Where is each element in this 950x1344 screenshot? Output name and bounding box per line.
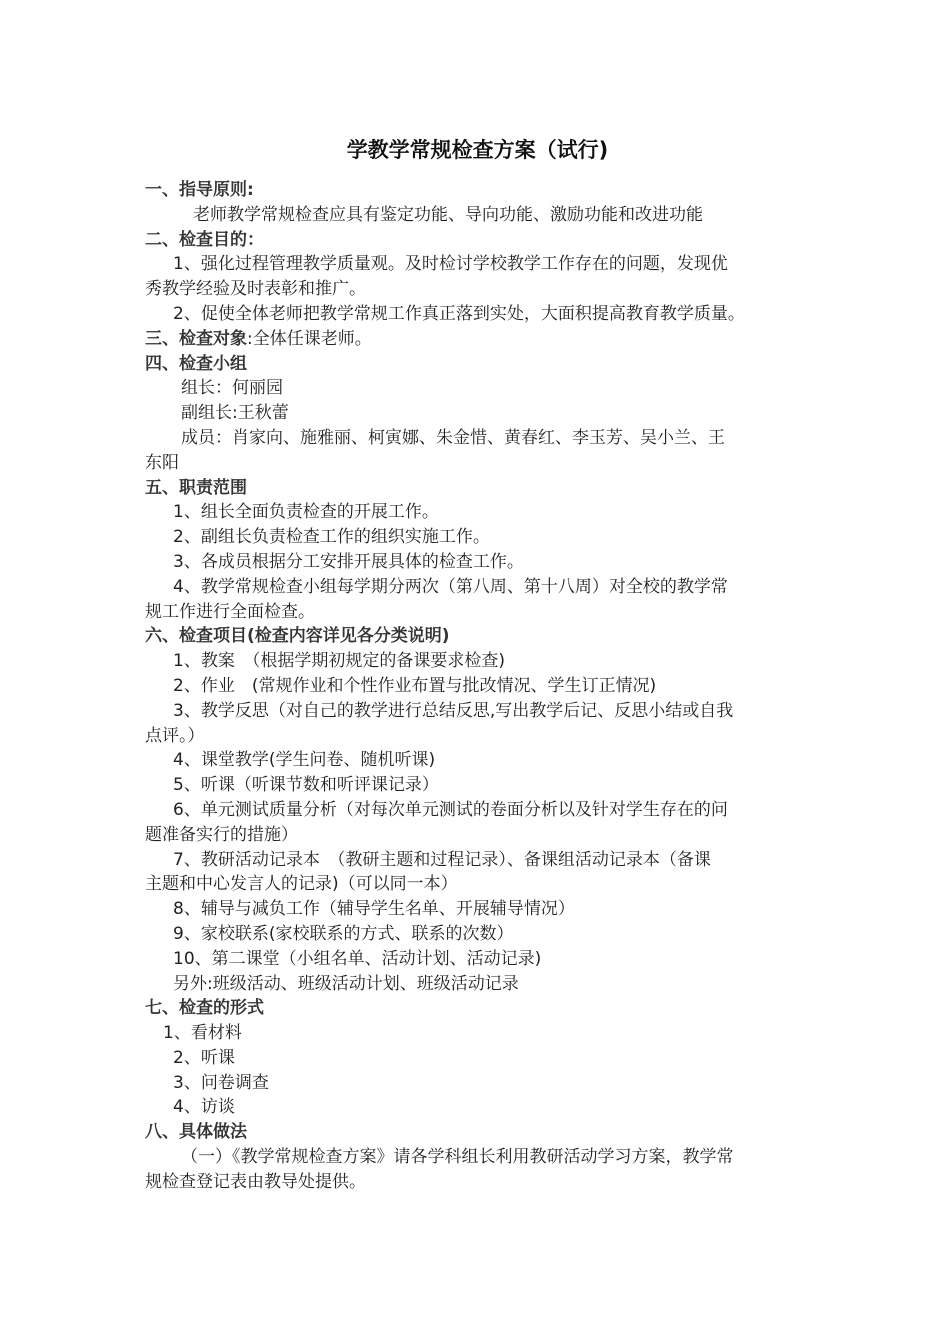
section-heading-duties: 五、职责范围 xyxy=(145,477,247,498)
methods-item-1-cont: 规检查登记表由教导处提供。 xyxy=(145,1171,366,1192)
duties-item-3: 3、各成员根据分工安排开展具体的检查工作。 xyxy=(173,551,524,572)
group-leader: 组长：何丽园 xyxy=(181,378,283,399)
items-item-7-cont: 主题和中心发言人的记录)（可以同一本） xyxy=(145,874,458,895)
forms-item-1: 1、看材料 xyxy=(163,1023,242,1044)
section-heading-group: 四、检查小组 xyxy=(145,353,247,374)
items-item-3: 3、教学反思（对自己的教学进行总结反思,写出教学后记、反思小结或自我 xyxy=(173,700,734,721)
section-heading-methods: 八、具体做法 xyxy=(145,1122,247,1143)
items-item-6-cont: 题准备实行的措施） xyxy=(145,824,298,845)
document-title: 学教学常规检查方案（试行) xyxy=(346,138,609,162)
methods-item-1: （一）《教学常规检查方案》请各学科组长利用教研活动学习方案，教学常 xyxy=(181,1147,734,1168)
document-page xyxy=(145,134,810,1195)
group-members: 成员：肖家向、施雅丽、柯寅娜、朱金惜、黄春红、李玉芳、吴小兰、王 xyxy=(181,427,725,448)
items-item-8: 8、辅导与减负工作（辅导学生名单、开展辅导情况） xyxy=(173,899,575,920)
forms-item-2: 2、听课 xyxy=(173,1047,235,1068)
items-extra: 另外:班级活动、班级活动计划、班级活动记录 xyxy=(173,973,519,994)
duties-item-1: 1、组长全面负责检查的开展工作。 xyxy=(173,502,439,523)
items-item-7: 7、教研活动记录本 （教研主题和过程记录）、备课组活动记录本（备课 xyxy=(173,849,711,870)
principles-text: 老师教学常规检查应具有鉴定功能、导向功能、激励功能和改进功能 xyxy=(193,204,703,225)
duties-item-2: 2、副组长负责检查工作的组织实施工作。 xyxy=(173,527,490,548)
forms-item-3: 3、问卷调查 xyxy=(173,1072,269,1093)
purpose-item-1: 1、强化过程管理教学质量观。及时检讨学校教学工作存在的问题，发现优 xyxy=(173,254,728,275)
section-heading-principles: 一、指导原则: xyxy=(145,180,254,200)
duties-item-4-cont: 规工作进行全面检查。 xyxy=(145,601,315,622)
section-heading-forms: 七、检查的形式 xyxy=(145,998,264,1019)
purpose-item-2: 2、促使全体老师把教学常规工作真正落到实处，大面积提高教育教学质量。 xyxy=(173,303,745,324)
items-item-1: 1、教案 （根据学期初规定的备课要求检查) xyxy=(173,651,505,672)
duties-item-4: 4、教学常规检查小组每学期分两次（第八周、第十八周）对全校的教学常 xyxy=(173,576,728,597)
items-item-10: 10、第二课堂（小组名单、活动计划、活动记录) xyxy=(173,948,542,969)
items-item-5: 5、听课（听课节数和听评课记录） xyxy=(173,775,439,796)
section-targets xyxy=(145,327,810,352)
forms-item-4: 4、访谈 xyxy=(173,1097,235,1118)
section-heading-items: 六、检查项目(检查内容详见各分类说明) xyxy=(145,626,450,647)
items-item-9: 9、家校联系(家校联系的方式、联系的次数） xyxy=(173,923,514,944)
section-heading-purpose: 二、检查目的： xyxy=(145,229,264,250)
items-item-6: 6、单元测试质量分析（对每次单元测试的卷面分析以及针对学生存在的问 xyxy=(173,799,728,820)
items-item-3-cont: 点评。） xyxy=(145,725,205,746)
section-heading-targets: 三、检查对象 xyxy=(145,328,247,349)
items-item-2: 2、作业 (常规作业和个性作业布置与批改情况、学生订正情况) xyxy=(173,675,657,696)
purpose-item-1-cont: 秀教学经验及时表彰和推广。 xyxy=(145,279,366,300)
targets-text: :全体任课老师。 xyxy=(247,328,372,349)
items-item-4: 4、课堂教学(学生问卷、随机听课) xyxy=(173,750,436,771)
group-members-cont: 东阳 xyxy=(145,452,179,473)
group-deputy: 副组长:王秋蕾 xyxy=(181,403,289,424)
